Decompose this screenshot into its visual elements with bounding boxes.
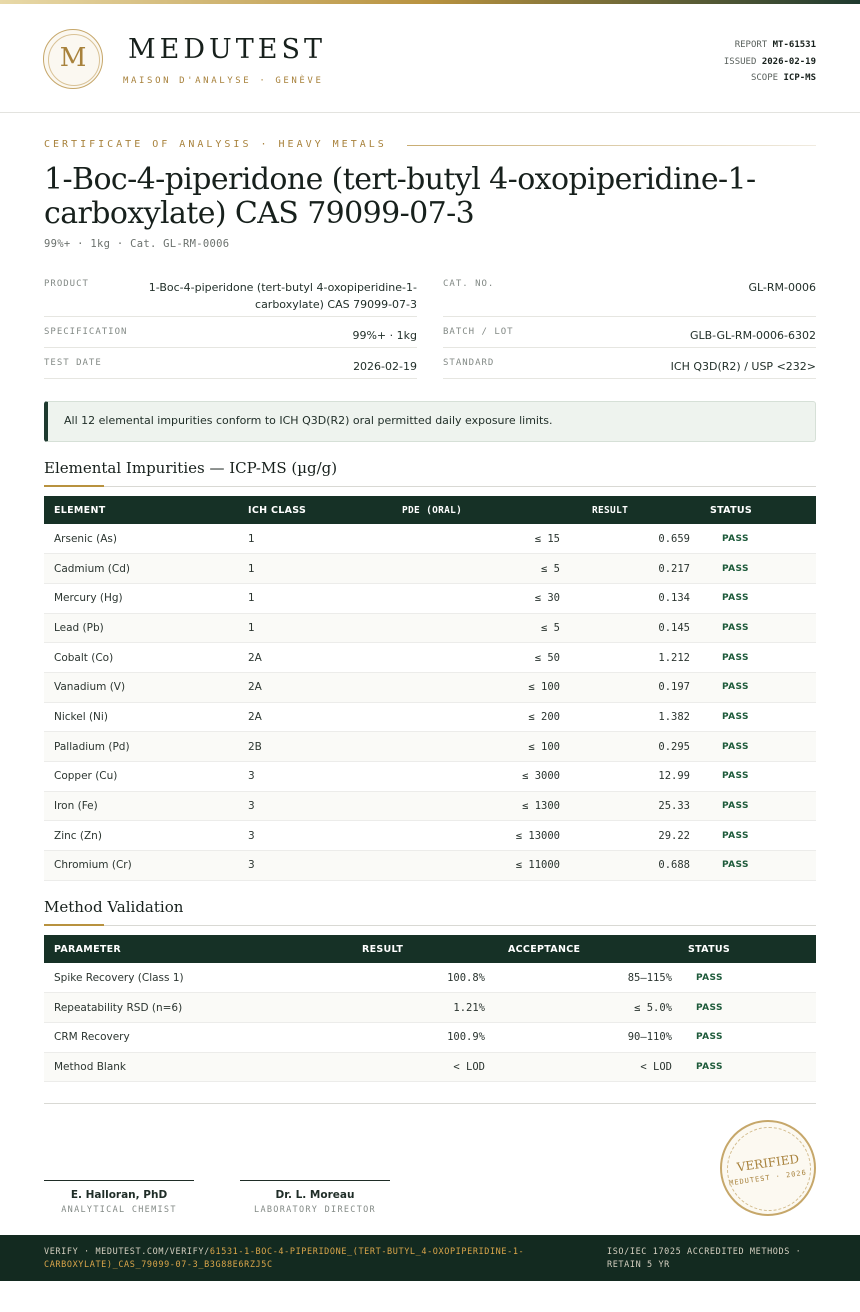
info-test-date [44,354,417,379]
pde-limit: ≤ 50 [388,643,570,673]
validation-header-row [44,935,816,963]
status-badge: PASS [678,1052,816,1082]
pde-limit: ≤ 5 [388,613,570,643]
table-row [44,554,816,584]
info-value: ICH Q3D(R2) / USP <232> [670,360,816,373]
pde-limit: ≤ 11000 [388,851,570,881]
status-badge: PASS [678,963,816,993]
pde-limit: ≤ 100 [388,732,570,762]
result-value: 12.99 [570,762,700,792]
result-value: 25.33 [570,791,700,821]
status-badge: PASS [678,1022,816,1052]
element-name: Arsenic (As) [44,524,238,554]
verified-seal [720,1120,816,1216]
acceptance-criteria: < LOD [488,1052,678,1082]
element-name: Cadmium (Cd) [44,554,238,584]
info-label: PRODUCT [44,279,89,289]
result-value: 0.145 [570,613,700,643]
header [0,4,860,113]
info-value: GL-RM-0006 [748,281,816,294]
signature-laboratory-director [240,1180,390,1215]
table-row [44,993,816,1023]
table-row [44,851,816,881]
element-name: Zinc (Zn) [44,821,238,851]
status-badge: PASS [700,583,816,613]
result-value: 100.9% [244,1022,488,1052]
status-badge: PASS [700,643,816,673]
table-row [44,791,816,821]
table-row [44,702,816,732]
element-name: Palladium (Pd) [44,732,238,762]
brand-logo [43,29,103,89]
signatory-name: E. Halloran, PhD [70,1189,168,1201]
column-header: STATUS [700,496,816,524]
result-value: 0.197 [570,672,700,702]
status-badge: PASS [700,762,816,792]
conformance-notice [44,401,816,442]
table-row [44,613,816,643]
element-name: Nickel (Ni) [44,702,238,732]
table-row [44,963,816,993]
element-name: Copper (Cu) [44,762,238,792]
info-value: 1-Boc-4-piperidone (tert-butyl 4-oxopiperidine-1- carboxylate) CAS 79099-07-3 [148,281,417,311]
result-value: 1.382 [570,702,700,732]
pde-limit: ≤ 3000 [388,762,570,792]
info-specification [44,323,417,348]
issued-date: ISSUED 2026-02-19 [723,56,816,67]
validation-title: Method Validation [44,898,184,916]
signature-analytical-chemist [44,1180,194,1215]
result-value: < LOD [244,1052,488,1082]
info-label: CAT. NO. [443,279,495,289]
status-badge: PASS [700,613,816,643]
result-value: 0.688 [570,851,700,881]
ich-class: 3 [238,762,388,792]
scope: SCOPE ICP-MS [750,73,816,83]
brand-logo-letter: M [59,43,87,73]
footer [0,1235,860,1281]
element-name: Vanadium (V) [44,672,238,702]
info-value: 2026-02-19 [353,360,417,373]
pde-limit: ≤ 30 [388,583,570,613]
impurities-table [44,496,816,881]
column-header: PDE (ORAL) [388,496,570,524]
info-batch [443,323,816,348]
status-badge: PASS [678,993,816,1023]
signatory-role: LABORATORY DIRECTOR [254,1205,376,1215]
result-value: 100.8% [244,963,488,993]
report-meta [724,37,816,87]
ich-class: 3 [238,821,388,851]
eyebrow-rule [407,145,816,146]
table-row [44,821,816,851]
table-row [44,1052,816,1082]
parameter-name: Spike Recovery (Class 1) [44,963,244,993]
accreditation-note: ISO/IEC 17025 ACCREDITED METHODS · RETAIN 5 YR [607,1247,802,1270]
brand-tagline: MAISON D'ANALYSE · GENÈVE [123,76,324,86]
column-header: PARAMETER [44,935,244,963]
verify-link[interactable]: VERIFY · MEDUTEST.COM/VERIFY/61531-1-BOC-4-PIPERIDONE_(TERT-BUTYL_4-OXOPIPERIDINE-1-CARBOXYLATE)_CAS_79099-07-3_B3G88E6RZJ5C [44,1247,525,1270]
ich-class: 2A [238,672,388,702]
info-value: 99%+ · 1kg [352,329,417,342]
content-end-rule [44,1103,816,1104]
signatory-name: Dr. L. Moreau [275,1189,355,1201]
ich-class: 3 [238,791,388,821]
seal-sub-text: MEDUTEST · 2026 [728,1168,808,1188]
ich-class: 2B [238,732,388,762]
impurities-header-row [44,496,816,524]
status-badge: PASS [700,524,816,554]
table-row [44,762,816,792]
pde-limit: ≤ 5 [388,554,570,584]
product-title: 1-Boc-4-piperidone (tert-butyl 4-oxopiperidine-1-carboxylate) CAS 79099-07-3 [44,162,756,231]
column-header: STATUS [678,935,816,963]
info-value: GLB-GL-RM-0006-6302 [689,329,816,342]
document-eyebrow: CERTIFICATE OF ANALYSIS · HEAVY METALS [44,139,387,150]
column-header: ACCEPTANCE [488,935,678,963]
table-row [44,643,816,673]
status-badge: PASS [700,554,816,584]
acceptance-criteria: ≤ 5.0% [488,993,678,1023]
table-row [44,672,816,702]
info-product [44,275,417,317]
pde-limit: ≤ 15 [388,524,570,554]
result-value: 0.134 [570,583,700,613]
element-name: Cobalt (Co) [44,643,238,673]
ich-class: 2A [238,643,388,673]
ich-class: 1 [238,554,388,584]
result-value: 1.21% [244,993,488,1023]
table-row [44,583,816,613]
table-row [44,1022,816,1052]
acceptance-criteria: 85–115% [488,963,678,993]
status-badge: PASS [700,851,816,881]
validation-rule [44,925,816,926]
status-badge: PASS [700,672,816,702]
column-header: ICH CLASS [238,496,388,524]
info-cat-no [443,275,816,317]
conformance-notice-text: All 12 elemental impurities conform to ICH Q3D(R2) oral permitted daily exposure limits. [64,414,553,427]
ich-class: 1 [238,583,388,613]
seal-main-text: VERIFIED [736,1151,800,1175]
column-header: RESULT [570,496,700,524]
parameter-name: CRM Recovery [44,1022,244,1052]
element-name: Lead (Pb) [44,613,238,643]
pde-limit: ≤ 200 [388,702,570,732]
ich-class: 1 [238,524,388,554]
status-badge: PASS [700,791,816,821]
result-value: 0.295 [570,732,700,762]
column-header: RESULT [244,935,488,963]
signatory-role: ANALYTICAL CHEMIST [61,1205,177,1215]
pde-limit: ≤ 13000 [388,821,570,851]
element-name: Mercury (Hg) [44,583,238,613]
info-label: STANDARD [443,358,495,368]
validation-table [44,935,816,1082]
parameter-name: Repeatability RSD (n=6) [44,993,244,1023]
info-standard [443,354,816,379]
element-name: Iron (Fe) [44,791,238,821]
element-name: Chromium (Cr) [44,851,238,881]
result-value: 1.212 [570,643,700,673]
pde-limit: ≤ 100 [388,672,570,702]
impurities-title: Elemental Impurities — ICP-MS (µg/g) [44,459,338,477]
column-header: ELEMENT [44,496,238,524]
ich-class: 3 [238,851,388,881]
info-label: BATCH / LOT [443,327,514,337]
product-subtitle: 99%+ · 1kg · Cat. GL-RM-0006 [44,238,230,250]
acceptance-criteria: 90–110% [488,1022,678,1052]
table-row [44,732,816,762]
ich-class: 2A [238,702,388,732]
info-label: TEST DATE [44,358,102,368]
result-value: 29.22 [570,821,700,851]
ich-class: 1 [238,613,388,643]
result-value: 0.217 [570,554,700,584]
impurities-rule [44,486,816,487]
status-badge: PASS [700,821,816,851]
report-number: REPORT MT-61531 [734,40,816,50]
result-value: 0.659 [570,524,700,554]
parameter-name: Method Blank [44,1052,244,1082]
brand-name: MEDUTEST [128,34,326,65]
status-badge: PASS [700,702,816,732]
pde-limit: ≤ 1300 [388,791,570,821]
status-badge: PASS [700,732,816,762]
info-label: SPECIFICATION [44,327,128,337]
table-row [44,524,816,554]
